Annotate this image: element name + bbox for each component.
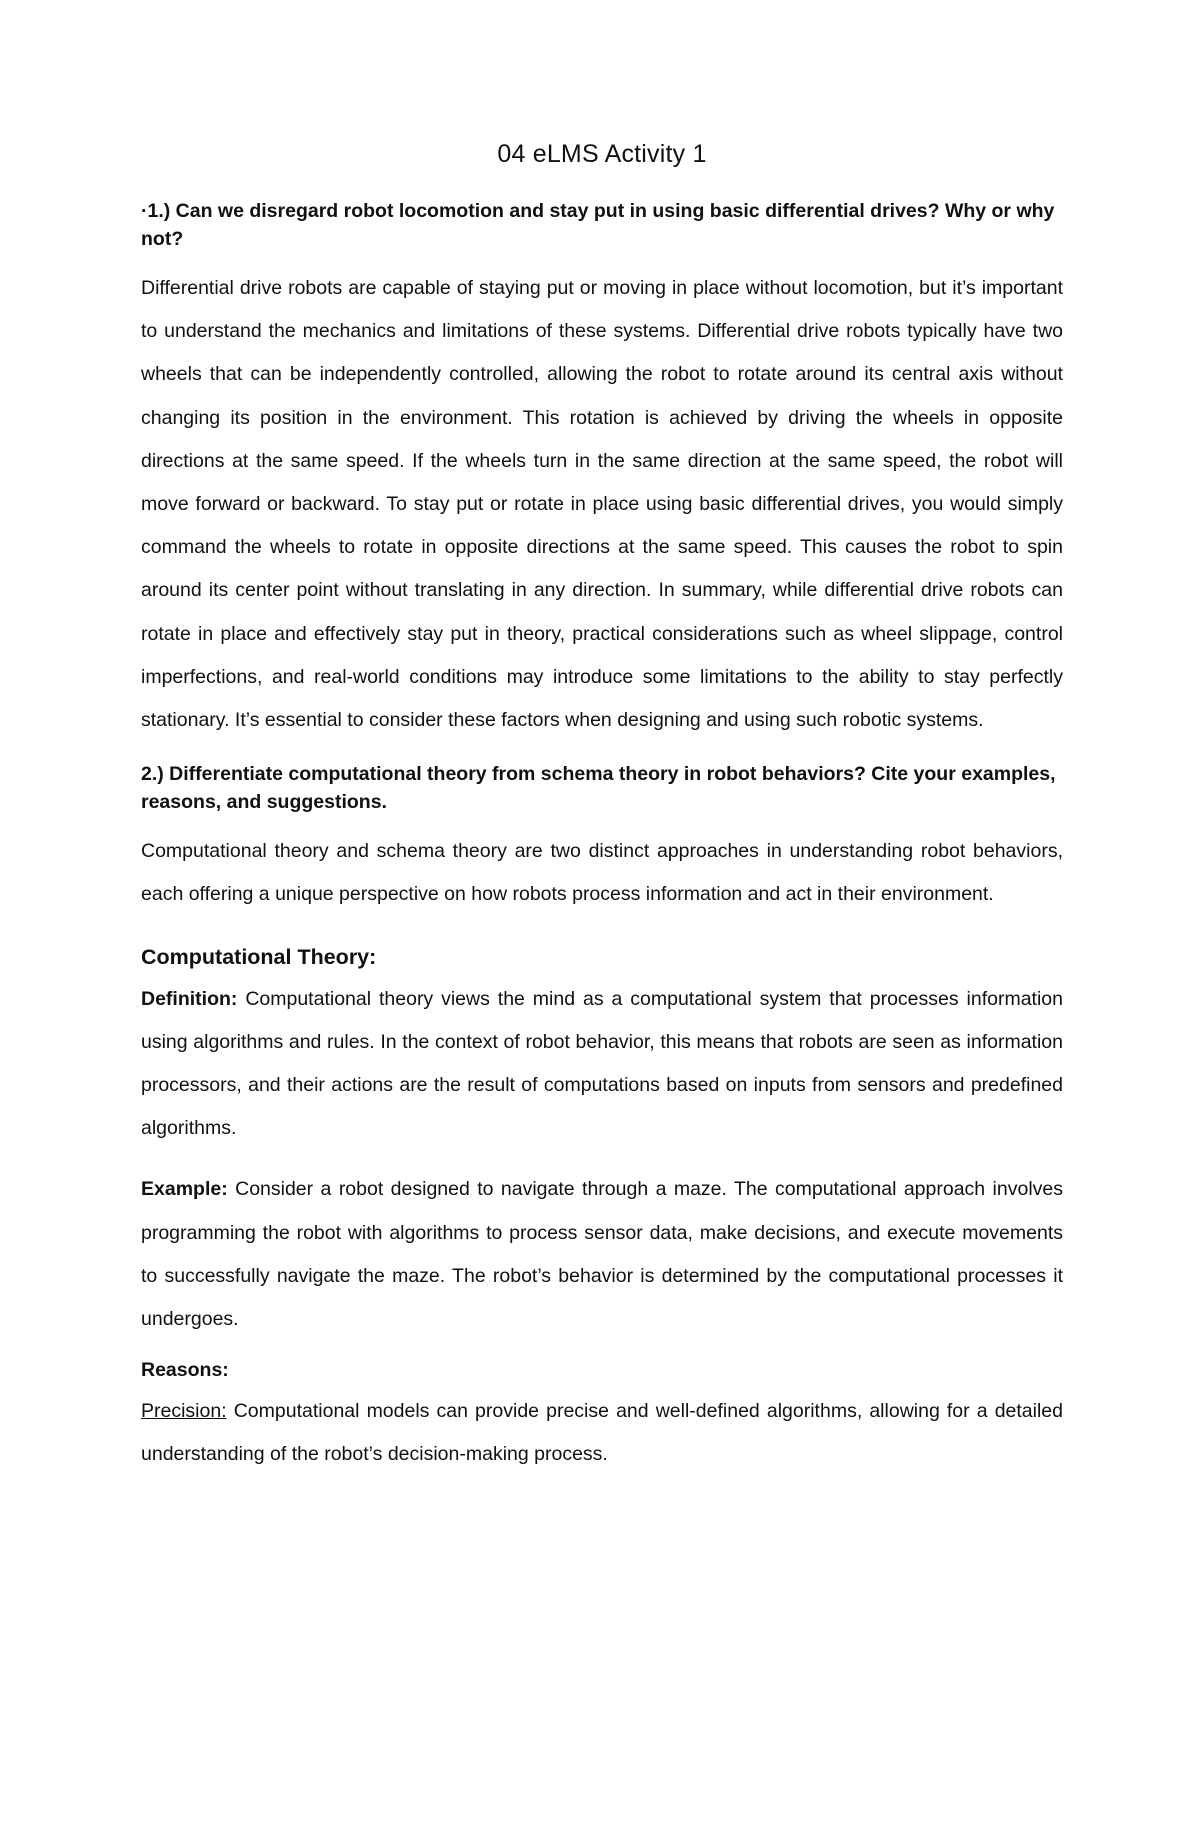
definition-text: Computational theory views the mind as a computational system that processes information using algorithms and rules. In the context of robot behavior, this means that robots are seen as information processors, and their actions are the result of computations based on inputs from sensors and predefined algorithms. <box>141 987 1063 1140</box>
page-content <box>141 140 1063 1477</box>
precision-label: Precision: <box>141 1400 227 1423</box>
precision-text: Computational models can provide precise and well-defined algorithms, allowing for a detailed understanding of the robot’s decision-making process. <box>141 1400 1063 1466</box>
example-paragraph <box>141 1168 1063 1341</box>
section-heading-computational-theory: Computational Theory: <box>141 944 377 969</box>
question-1: ·1.) Can we disregard robot locomotion and stay put in using basic differential drives? Why or why not? <box>141 200 1055 250</box>
question-2: 2.) Differentiate computational theory from schema theory in robot behaviors? Cite your examples, reasons, and suggestions. <box>141 763 1056 814</box>
document-title: 04 eLMS Activity 1 <box>497 140 707 168</box>
example-text: Consider a robot designed to navigate through a maze. The computational approach involves programming the robot with algorithms to process sensor data, make decisions, and execute movements to successfully navigate the maze. The robot’s behavior is determined by the computational processes it undergoes. <box>141 1178 1063 1331</box>
answer-2: Computational theory and schema theory are two distinct approaches in understanding robot behaviors, each offering a unique perspective on how robots process information and act in their environment. <box>141 840 1063 906</box>
answer-1: Differential drive robots are capable of staying put or moving in place without locomotion, but it’s important to understand the mechanics and limitations of these systems. Differential drive robots typically have two wheels that can be independently controlled, allowing the robot to rotate around its central axis without changing its position in the environment. This rotation is achieved by driving the wheels in opposite directions at the same speed. If the wheels turn in the same direction at the same speed, the robot will move forward or backward. To stay put or rotate in place using basic differential drives, you would simply command the wheels to rotate in opposite directions at the same speed. This causes the robot to spin around its center point without translating in any direction. In summary, while differential drive robots can rotate in place and effectively stay put in theory, practical considerations such as wheel slippage, control imperfections, and real-world conditions may introduce some limitations to the ability to stay perfectly stationary. It’s essential to consider these factors when designing and using such robotic systems. <box>141 277 1063 732</box>
example-label: Example: <box>141 1178 228 1201</box>
definition-label: Definition: <box>141 987 238 1010</box>
precision-paragraph <box>141 1390 1063 1476</box>
definition-paragraph <box>141 978 1063 1151</box>
reasons-heading: Reasons: <box>141 1359 229 1382</box>
